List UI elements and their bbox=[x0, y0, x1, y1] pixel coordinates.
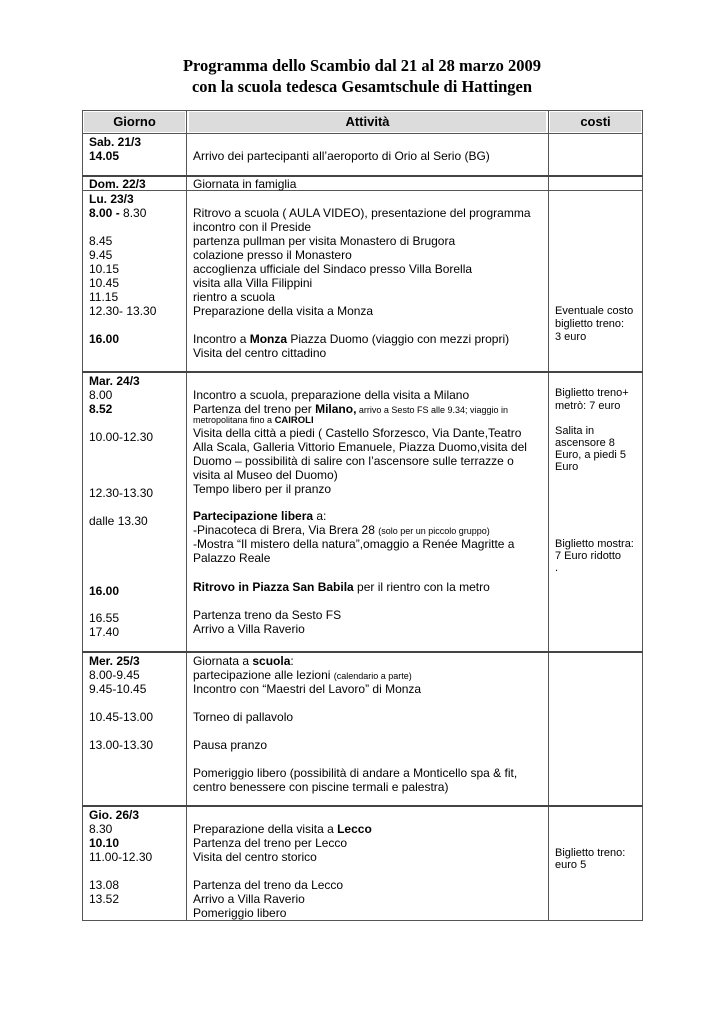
activity: Partenza treno da Sesto FS bbox=[193, 608, 342, 622]
time: 8.45 bbox=[89, 234, 113, 248]
activity: Visita del centro storico bbox=[193, 850, 317, 864]
activity: Palazzo Reale bbox=[193, 551, 271, 565]
cost: Eventuale costo bbox=[555, 305, 634, 317]
activity bbox=[193, 332, 509, 346]
activity-part: partecipazione alle lezioni bbox=[193, 668, 334, 682]
day-label: Gio. 26/3 bbox=[89, 808, 140, 822]
activity: visita alla Villa Filippini bbox=[193, 276, 313, 290]
activity: rientro a scuola bbox=[193, 290, 276, 304]
time: 8.30 bbox=[89, 822, 113, 836]
time: 10.45 bbox=[89, 276, 120, 290]
activity bbox=[193, 509, 326, 523]
activity: Pomeriggio libero (possibilità di andare a Monticello spa & fit, bbox=[193, 766, 518, 780]
activity: Arrivo a Villa Raverio bbox=[193, 892, 305, 906]
activity-part: a: bbox=[313, 509, 327, 523]
row-divider bbox=[82, 371, 643, 373]
activity-note bbox=[193, 415, 314, 426]
activity: visita al Museo del Duomo) bbox=[193, 468, 338, 482]
activity: Ritrovo a scuola ( AULA VIDEO), presentazione del programma bbox=[193, 206, 531, 220]
time-end: 8.30 bbox=[123, 206, 147, 220]
activity: Partenza del treno per Lecco bbox=[193, 836, 348, 850]
page-title: Programma dello Scambio dal 21 al 28 marzo 2009 bbox=[182, 56, 542, 75]
activity: incontro con il Preside bbox=[193, 220, 312, 234]
activity bbox=[193, 668, 412, 683]
cost: Euro, a piedi 5 bbox=[555, 449, 626, 461]
activity-note: (calendario a parte) bbox=[333, 671, 412, 681]
activity: Incontro con “Maestri del Lavoro” di Monza bbox=[193, 682, 422, 696]
cost: 7 Euro ridotto bbox=[555, 550, 622, 562]
row-divider bbox=[82, 190, 643, 191]
time: 13.00-13.30 bbox=[89, 738, 154, 752]
time: 8.52 bbox=[89, 402, 113, 416]
activity-note-part: metropolitana fino a bbox=[193, 415, 275, 425]
activity-part: Preparazione della visita a bbox=[193, 822, 338, 836]
time: 14.05 bbox=[89, 149, 120, 163]
row-divider bbox=[82, 651, 643, 653]
activity: Visita del centro cittadino bbox=[193, 346, 327, 360]
time: 9.45 bbox=[89, 248, 113, 262]
time: 11.00-12.30 bbox=[89, 850, 153, 864]
cost: Salita in bbox=[555, 425, 595, 437]
activity: Alla Scala, Galleria Vittorio Emanuele, Piazza Duomo,visita del bbox=[193, 440, 527, 454]
activity: Pomeriggio libero bbox=[193, 906, 287, 920]
page-subtitle: con la scuola tedesca Gesamtschule di Hattingen bbox=[191, 77, 533, 96]
time: 11.15 bbox=[89, 290, 119, 304]
day-label: Dom. 22/3 bbox=[89, 177, 146, 191]
activity-part: Giornata a bbox=[193, 654, 253, 668]
activity: Visita della città a piedi ( Castello Sforzesco, Via Dante,Teatro bbox=[193, 426, 522, 440]
activity-part: Piazza Duomo (viaggio con mezzi propri) bbox=[287, 332, 510, 346]
activity bbox=[193, 580, 490, 594]
activity: Tempo libero per il pranzo bbox=[193, 482, 332, 496]
activity-note-part: CAIROLI bbox=[274, 415, 314, 426]
header-costi: costi bbox=[580, 114, 611, 129]
cost: Biglietto treno+ bbox=[555, 387, 629, 399]
row-divider bbox=[82, 175, 643, 177]
activity-part: Ritrovo in Piazza San Babila bbox=[193, 580, 354, 594]
time-start: 8.00 - bbox=[89, 206, 124, 220]
header-attivita: Attività bbox=[345, 114, 390, 129]
activity-part: per il rientro con la metro bbox=[353, 580, 490, 594]
time: 13.52 bbox=[89, 892, 120, 906]
activity-part: : bbox=[290, 654, 294, 668]
activity: Torneo di pallavolo bbox=[193, 710, 294, 724]
time: 16.00 bbox=[89, 584, 120, 598]
activity: colazione presso il Monastero bbox=[193, 248, 352, 262]
time: 9.45-10.45 bbox=[89, 682, 147, 696]
cost: Biglietto mostra: bbox=[555, 538, 634, 550]
activity-part: scuola bbox=[252, 654, 291, 668]
time: 16.00 bbox=[89, 332, 120, 346]
cost: euro 5 bbox=[555, 859, 587, 871]
row-divider bbox=[82, 805, 643, 807]
time: 13.08 bbox=[89, 878, 120, 892]
time: 10.15 bbox=[89, 262, 120, 276]
activity: centro benessere con piscine termali e palestra) bbox=[193, 780, 449, 794]
time bbox=[89, 206, 146, 220]
activity: Incontro a scuola, preparazione della visita a Milano bbox=[193, 388, 470, 402]
cost: ascensore 8 bbox=[555, 437, 615, 449]
row-divider bbox=[82, 133, 643, 134]
time: 12.30- 13.30 bbox=[89, 304, 157, 318]
time: 10.10 bbox=[89, 836, 120, 850]
activity-part: -Pinacoteca di Brera, Via Brera 28 bbox=[193, 523, 379, 537]
activity bbox=[193, 822, 372, 836]
cost: . bbox=[555, 562, 559, 574]
header-giorno: Giorno bbox=[113, 114, 156, 129]
cost: biglietto treno: bbox=[555, 318, 625, 330]
time: 8.00-9.45 bbox=[89, 668, 140, 682]
activity-part: Lecco bbox=[337, 822, 372, 836]
day-label: Mar. 24/3 bbox=[89, 374, 140, 388]
time: dalle 13.30 bbox=[89, 514, 148, 528]
activity-note: arrivo a Sesto FS alle 9.34; viaggio in bbox=[356, 405, 509, 415]
activity bbox=[193, 523, 490, 538]
column-divider bbox=[548, 110, 549, 921]
column-divider bbox=[186, 110, 187, 921]
day-label: Lu. 23/3 bbox=[89, 192, 134, 206]
time: 12.30-13.30 bbox=[89, 486, 154, 500]
day-label: Sab. 21/3 bbox=[89, 135, 142, 149]
time: 10.45-13.00 bbox=[89, 710, 154, 724]
time: 10.00-12.30 bbox=[89, 430, 154, 444]
activity: -Mostra “Il mistero della natura”,omaggio a Renée Magritte a bbox=[193, 537, 515, 551]
activity-part: Partenza del treno per bbox=[193, 402, 316, 416]
cost: 3 euro bbox=[555, 331, 587, 343]
time: 16.55 bbox=[89, 611, 120, 625]
activity-part: Milano, bbox=[315, 402, 357, 416]
activity: Arrivo a Villa Raverio bbox=[193, 622, 305, 636]
activity: accoglienza ufficiale del Sindaco presso Villa Borella bbox=[193, 262, 473, 276]
activity-part: Monza bbox=[249, 332, 288, 346]
activity-part: Partecipazione libera bbox=[193, 509, 314, 523]
cost: Euro bbox=[555, 461, 579, 473]
time: 8.00 bbox=[89, 388, 113, 402]
cost: Biglietto treno: bbox=[555, 847, 626, 859]
schedule-table bbox=[82, 110, 643, 921]
time: 17.40 bbox=[89, 625, 120, 639]
day-label: Mer. 25/3 bbox=[89, 654, 140, 668]
activity bbox=[193, 654, 294, 668]
activity: Giornata in famiglia bbox=[193, 177, 297, 191]
activity: Duomo – possibilità di salire con l’ascensore sulle terrazze o bbox=[193, 454, 514, 468]
activity: Partenza del treno da Lecco bbox=[193, 878, 344, 892]
activity-part: Incontro a bbox=[193, 332, 250, 346]
activity: Preparazione della visita a Monza bbox=[193, 304, 374, 318]
activity-note: (solo per un piccolo gruppo) bbox=[378, 526, 490, 536]
cost: metrò: 7 euro bbox=[555, 400, 621, 412]
activity: Arrivo dei partecipanti all’aeroporto di Orio al Serio (BG) bbox=[193, 149, 490, 163]
activity: partenza pullman per visita Monastero di Brugora bbox=[193, 234, 456, 248]
activity: Pausa pranzo bbox=[193, 738, 268, 752]
